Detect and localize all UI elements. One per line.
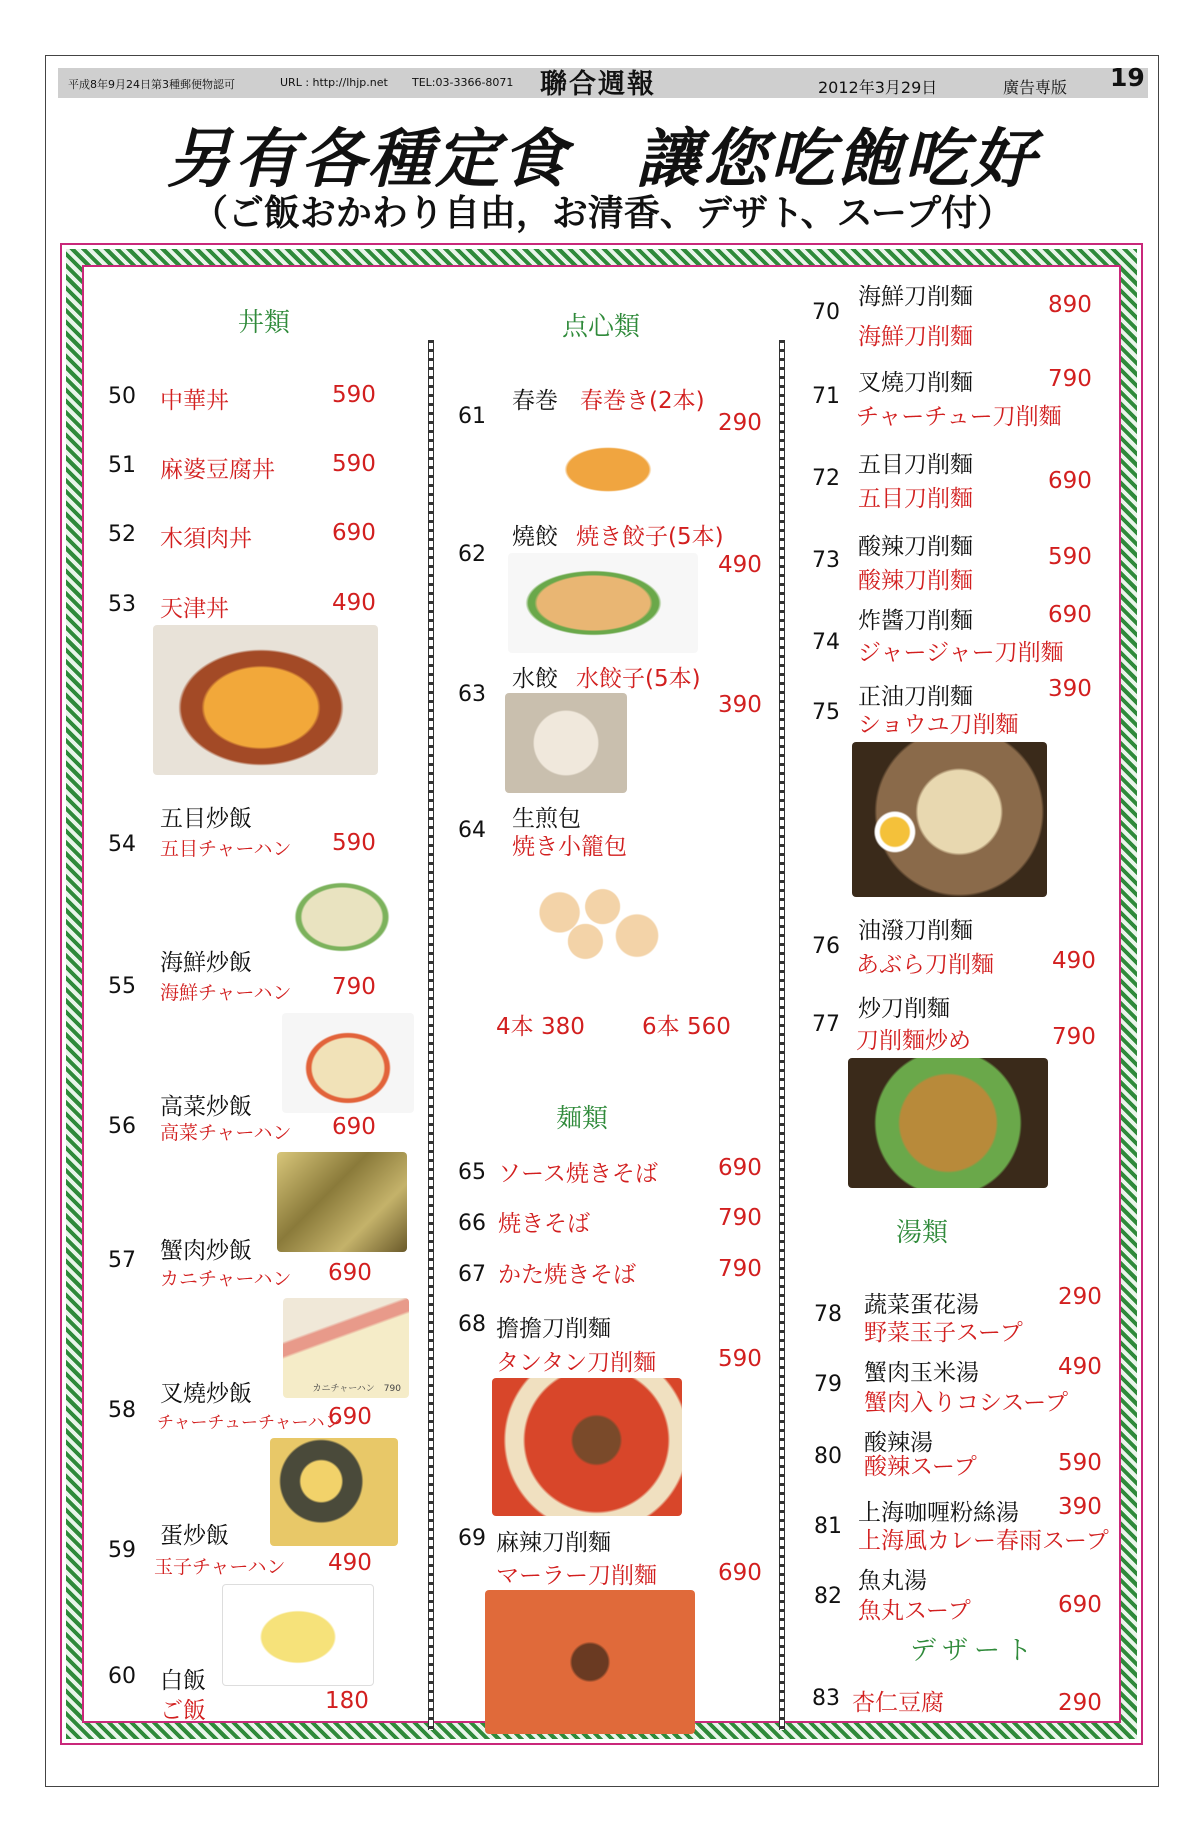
item-number: 59 [108,1538,136,1563]
item-name-ja: 焼き小籠包 [512,834,627,860]
item-name-ja: マーラー刀削麵 [496,1563,657,1589]
item-number: 82 [814,1584,842,1609]
food-photo-takana-fried-rice [277,1152,407,1252]
item-name-ja: 焼きそば [498,1211,590,1237]
item-number: 61 [458,404,486,429]
category-dimsum: 点心類 [562,312,641,342]
item-price: 690 [718,1155,762,1181]
item-number: 81 [814,1514,842,1539]
postal-permit: 平成8年9月24日第3種郵便物認可 [68,78,235,91]
item-name-zh: 蛋炒飯 [160,1523,229,1549]
item-name-zh: 麻辣刀削麵 [496,1530,611,1556]
item-price: 690 [332,1114,376,1140]
item-name-zh: 叉燒炒飯 [160,1381,252,1407]
category-noodles: 麺類 [556,1104,609,1134]
item-name-zh: 蔬菜蛋花湯 [864,1292,979,1318]
item-name-ja: 刀削麵炒め [856,1028,971,1054]
item-name-ja: ご飯 [160,1698,206,1724]
item-number: 56 [108,1114,136,1139]
food-photo-mala-noodles [485,1590,695,1734]
item-price: 890 [1048,292,1092,318]
item-name-zh: 蟹肉炒飯 [160,1238,252,1264]
item-name-zh: 叉燒刀削麵 [858,370,973,396]
item-number: 58 [108,1398,136,1423]
item-price: 590 [1048,544,1092,570]
item-number: 69 [458,1526,486,1551]
item-number: 50 [108,384,136,409]
headline: 另有各種定食 讓您吃飽吃好 [167,123,1038,197]
item-price-4pcs: 4本 380 [496,1014,585,1040]
item-price: 490 [718,552,762,578]
item-name-ja: ジャージャー刀削麵 [858,640,1064,666]
item-name-ja: カニチャーハン [160,1268,292,1290]
item-name-zh: 高菜炒飯 [160,1094,252,1120]
food-photo-tianjin-don [153,625,378,775]
item-price-6pcs: 6本 560 [642,1014,731,1040]
item-price: 590 [332,830,376,856]
item-price: 490 [1052,948,1096,974]
food-photo-boiled-dumplings [505,693,627,793]
item-name-ja: あぶら刀削麵 [856,952,994,978]
column-divider-right [779,340,785,1730]
food-photo-crab-fried-rice [283,1298,409,1398]
item-price: 290 [1058,1690,1102,1716]
item-name-ja: 天津丼 [160,596,229,622]
item-number: 55 [108,974,136,999]
item-name-zh: 正油刀削麵 [858,684,973,710]
item-number: 74 [812,630,840,655]
item-name-ja: チャーチューチャーハン [157,1413,342,1433]
item-number: 68 [458,1312,486,1337]
item-name-ja: 春巻き(2本) [580,388,705,414]
item-name-zh: 海鮮刀削麵 [858,284,973,310]
food-photo-egg-fried-rice [222,1584,374,1686]
item-price: 590 [332,382,376,408]
item-name-zh: 酸辣刀削麵 [858,534,973,560]
item-number: 78 [814,1302,842,1327]
item-name-zh: 上海咖喱粉絲湯 [858,1500,1019,1526]
item-name-ja: タンタン刀削麵 [496,1350,657,1376]
item-number: 60 [108,1664,136,1689]
column-divider-left [428,340,434,1730]
item-name-zh: 五目刀削麵 [858,452,973,478]
subheadline: （ご飯おかわり自由，お清香、デザト、スープ付） [191,193,1014,234]
category-dessert: デザート [910,1636,1039,1666]
issue-date: 2012年3月29日 [818,78,938,97]
item-name-ja: ショウユ刀削麵 [858,712,1019,738]
newspaper-name: 聯合週報 [540,69,656,100]
food-photo-chashu-fried-rice [270,1438,398,1546]
item-name-ja: 水餃子(5本) [576,666,701,692]
item-number: 64 [458,818,486,843]
item-name-zh: 春巻 [512,388,558,414]
section-label: 廣告専版 [1003,78,1068,97]
item-price: 590 [1058,1450,1102,1476]
item-number: 72 [812,466,840,491]
item-name-ja: 高菜チャーハン [160,1122,292,1144]
category-soups: 湯類 [896,1218,949,1248]
item-name-ja: かた焼きそば [498,1262,636,1288]
item-name-ja: 中華丼 [160,388,229,414]
page-number: 19 [1110,63,1145,92]
item-price: 690 [332,520,376,546]
item-name-ja: 焼き餃子(5本) [576,524,724,550]
item-name-zh: 魚丸湯 [858,1568,927,1594]
item-price: 390 [1058,1494,1102,1520]
item-number: 73 [812,548,840,573]
item-name-ja: 蟹肉入りコシスープ [864,1390,1069,1416]
item-number: 70 [812,300,840,325]
item-number: 63 [458,682,486,707]
item-name-zh: 酸辣湯 [864,1430,933,1456]
food-photo-shengjian-bao [508,866,680,982]
item-price: 290 [1058,1284,1102,1310]
item-name-ja: 酸辣スープ [864,1454,977,1480]
item-name-ja: 杏仁豆腐 [852,1690,944,1716]
item-name-ja: 五目刀削麵 [858,486,973,512]
item-name-ja: 五目チャーハン [160,838,292,860]
item-name-zh: 燒餃 [512,524,558,550]
item-number: 51 [108,453,136,478]
item-number: 53 [108,592,136,617]
item-name-zh: 蟹肉玉米湯 [864,1360,979,1386]
item-name-zh: 水餃 [512,666,558,692]
item-name-ja: 木須肉丼 [160,526,252,552]
telephone: TEL:03-3366-8071 [412,76,514,89]
item-number: 67 [458,1262,486,1287]
item-number: 80 [814,1444,842,1469]
item-name-zh: 炸醬刀削麵 [858,608,973,634]
item-price: 790 [332,974,376,1000]
item-price: 590 [718,1346,762,1372]
item-name-ja: 上海風カレー春雨スープ [858,1528,1109,1554]
item-price: 390 [718,692,762,718]
item-price: 690 [1048,602,1092,628]
item-number: 71 [812,384,840,409]
item-price: 790 [718,1256,762,1282]
item-number: 77 [812,1012,840,1037]
item-name-zh: 海鮮炒飯 [160,950,252,976]
item-number: 76 [812,934,840,959]
item-name-ja: 海鮮チャーハン [160,982,292,1004]
item-price: 790 [1052,1024,1096,1050]
item-number: 54 [108,832,136,857]
item-name-zh: 擔擔刀削麵 [496,1316,611,1342]
item-name-ja: 海鮮刀削麵 [858,324,973,350]
item-number: 75 [812,700,840,725]
item-price: 690 [718,1560,762,1586]
item-name-ja: 玉子チャーハン [154,1556,286,1578]
item-name-ja: 麻婆豆腐丼 [160,457,275,483]
item-price: 690 [328,1404,372,1430]
food-photo-gomoku-fried-rice [272,866,412,968]
item-number: 79 [814,1372,842,1397]
item-name-ja: ソース焼きそば [498,1161,658,1187]
item-price: 290 [718,410,762,436]
item-price: 790 [718,1205,762,1231]
food-photo-fried-knife-noodles [848,1058,1048,1188]
item-price: 790 [1048,366,1092,392]
food-photo-seafood-fried-rice [282,1013,414,1113]
food-photo-gyoza [508,553,698,653]
item-number: 62 [458,542,486,567]
item-number: 57 [108,1248,136,1273]
item-name-ja: 野菜玉子スープ [864,1320,1023,1346]
item-name-zh: 炒刀削麵 [858,996,950,1022]
item-price: 180 [325,1688,369,1714]
item-price: 490 [328,1550,372,1576]
food-photo-spring-rolls [512,420,672,510]
photo-caption: カニチャーハン 790 [312,1384,401,1394]
item-price: 490 [1058,1354,1102,1380]
item-name-ja: 魚丸スープ [858,1598,971,1624]
item-name-zh: 生煎包 [512,806,581,832]
item-name-zh: 白飯 [160,1668,206,1694]
item-price: 390 [1048,676,1092,702]
item-price: 690 [328,1260,372,1286]
item-name-ja: チャーチュー刀削麵 [856,404,1062,430]
item-name-zh: 油潑刀削麵 [858,918,973,944]
item-price: 690 [1058,1592,1102,1618]
item-name-ja: 酸辣刀削麵 [858,568,973,594]
category-donburi: 丼類 [238,308,291,338]
item-name-zh: 五目炒飯 [160,806,252,832]
food-photo-tantan-noodles [492,1378,682,1516]
item-price: 690 [1048,468,1092,494]
item-number: 52 [108,522,136,547]
item-number: 66 [458,1211,486,1236]
item-price: 490 [332,590,376,616]
item-price: 590 [332,451,376,477]
item-number: 65 [458,1160,486,1185]
food-photo-shoyu-noodles [852,742,1047,897]
website-url: URL : http://lhjp.net [280,76,388,89]
item-number: 83 [812,1686,840,1711]
